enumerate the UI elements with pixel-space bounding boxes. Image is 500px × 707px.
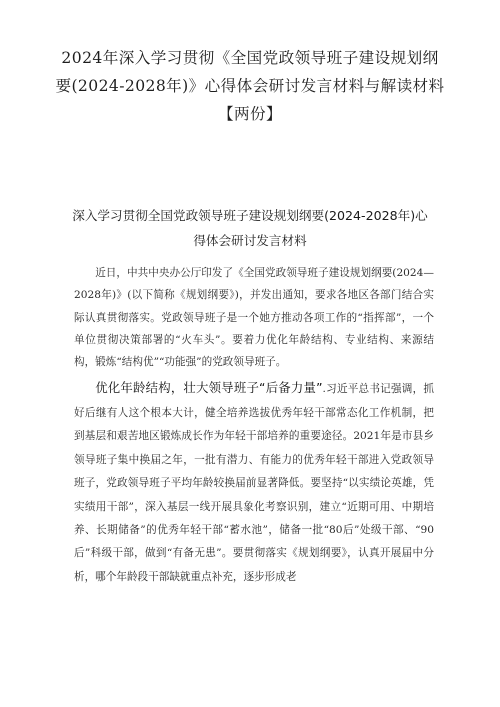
section-title: 深入学习贯彻全国党政领导班子建设规划纲要(2024-2028年)心得体会研讨发言材料: [72, 208, 428, 248]
paragraph-1-text: 近日，中共中央办公厅印发了《全国党政领导班子建设规划纲要(2024—2028年)》(以下简称《规划纲要》)，并发出通知，要求各地区各部门结合实际认真贯彻落实。党政领导班子是一个她方推动各项工作的“指挥部”，一个单位贯彻决策部署的“火车头”。要着力优化年龄结构、专业结构、来源结构，锻炼“结构优”“功能强”的党政领导班子。: [74, 267, 434, 369]
document-body: [74, 262, 434, 589]
paragraph-2: [74, 376, 434, 589]
paragraph-2-text: .习近平总书记强调，抓好后继有人这个根本大计，健全培养选拔优秀年轻干部常态化工作机制，把到基层和艰苦地区锻炼成长作为年轻干部培养的重要途径。2021年是市县乡领导班子集中换届之年，一批有潜力、有能力的优秀年轻干部进入党政领导班子，党政领导班子平均年龄较换届前显著降低。要坚持“以实绩论英雄，凭实绩用干部”，深入基层一线开展具象化考察识别，建立“近期可用、中期培养、长期储备”的优秀年轻干部“蓄水池”，储备一批“80后”处级干部、“90后”科级干部，做到“有备无患”。要贯彻落实《规划纲要》，认真开展届中分析，哪个年龄段干部缺就重点补充，逐步形成老: [74, 383, 434, 583]
paragraph-1: [74, 262, 434, 373]
document-title: 2024年深入学习贯彻《全国党政领导班子建设规划纲要(2024-2028年)》心得体会研讨发言材料与解读材料【两份】: [55, 49, 445, 123]
paragraph-2-heading: 优化年龄结构，壮大领导班子“后备力量”: [95, 380, 323, 396]
